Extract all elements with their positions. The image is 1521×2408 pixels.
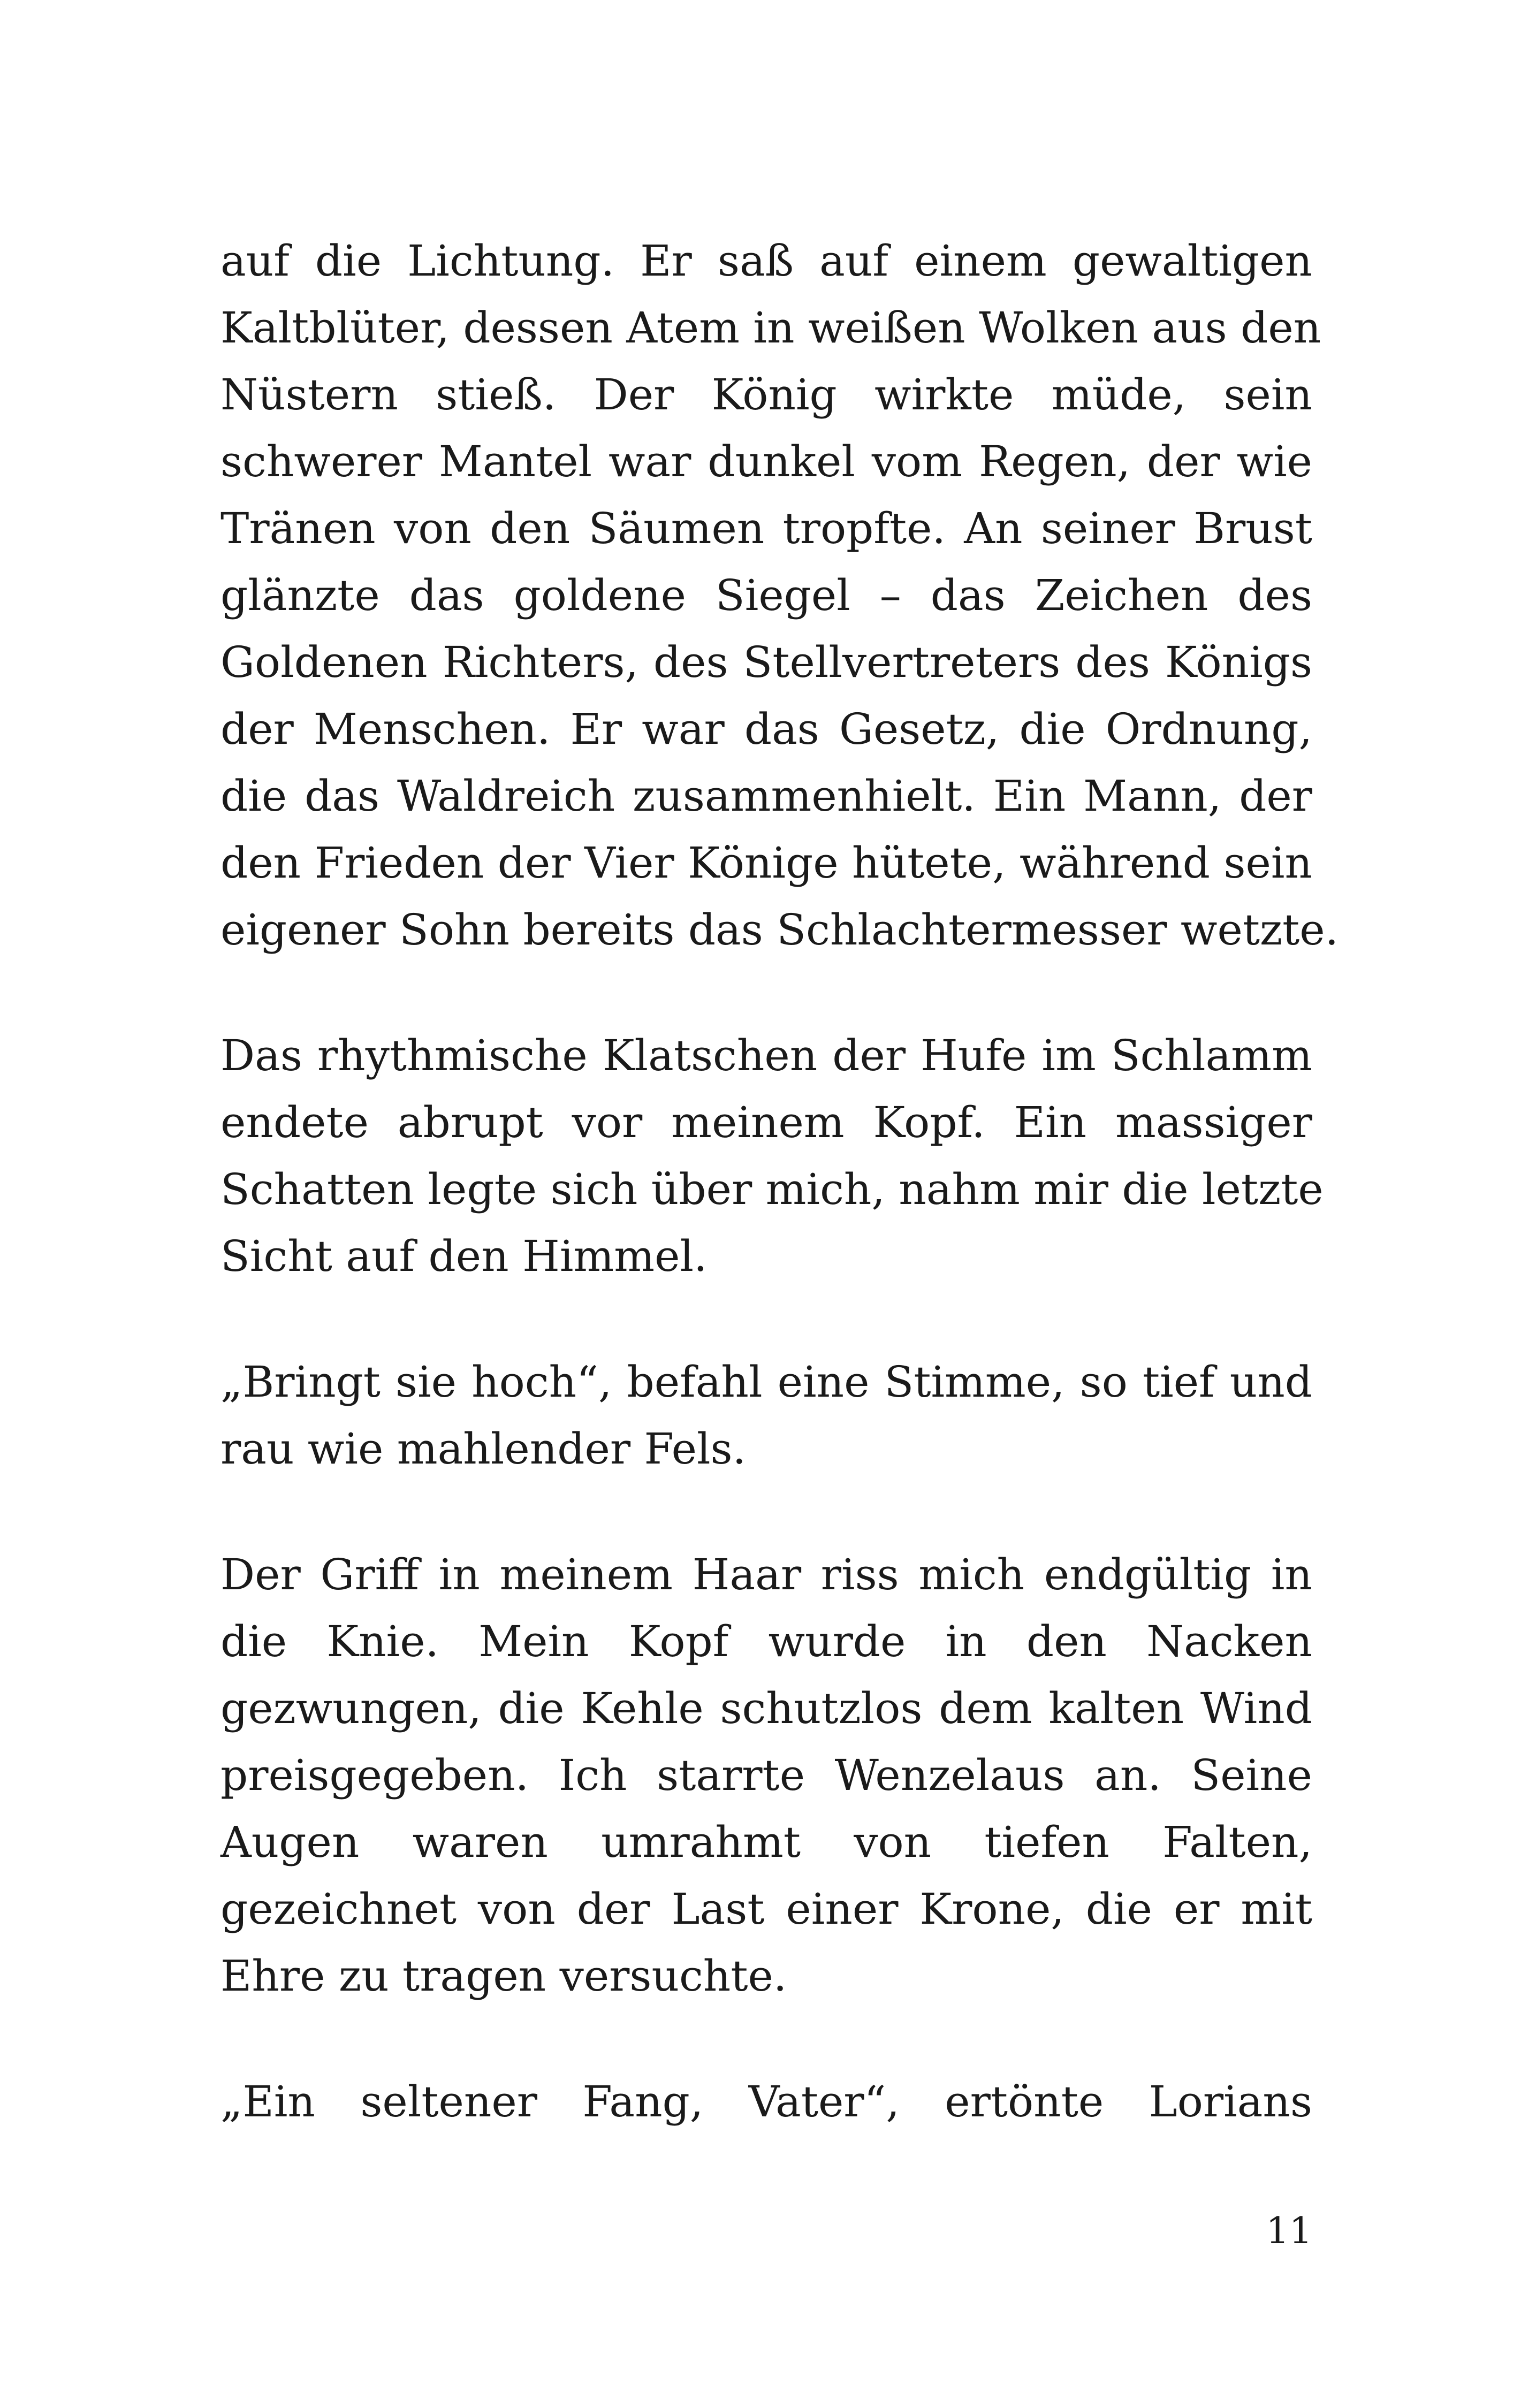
- text-line: Augen waren umrahmt von tiefen Falten,: [220, 1817, 1312, 1867]
- body-text: [220, 227, 1339, 2135]
- page-number: 11: [1266, 2210, 1312, 2252]
- paragraph-gap: [220, 1290, 1312, 1348]
- text-line: die Knie. Mein Kopf wurde in den Nacken: [220, 1617, 1312, 1666]
- text-line: glänzte das goldene Siegel – das Zeichen des: [220, 570, 1312, 620]
- paragraph-gap: [220, 1482, 1312, 1541]
- text-line: „Bringt sie hoch“, befahl eine Stimme, so tief und: [220, 1357, 1312, 1407]
- text-line: Tränen von den Säumen tropfte. An seiner Brust: [220, 504, 1312, 553]
- paragraph-gap: [220, 963, 1312, 1022]
- text-line: der Menschen. Er war das Gesetz, die Ordnung,: [220, 704, 1312, 754]
- paragraph-3: [220, 1348, 1312, 1482]
- text-line: rau wie mahlender Fels.: [220, 1424, 747, 1474]
- text-line: gezwungen, die Kehle schutzlos dem kalten Wind: [220, 1683, 1312, 1733]
- paragraph-2: [220, 1022, 1324, 1290]
- text-line: den Frieden der Vier Könige hütete, während sein: [220, 838, 1312, 888]
- text-line: Ehre zu tragen versuchte.: [220, 1951, 787, 2001]
- text-line: Der Griff in meinem Haar riss mich endgültig in: [220, 1550, 1312, 1599]
- paragraph-gap: [220, 2009, 1312, 2068]
- paragraph-4: [220, 1541, 1312, 2009]
- text-line: die das Waldreich zusammenhielt. Ein Mann, der: [220, 771, 1312, 821]
- text-line: schwerer Mantel war dunkel vom Regen, der wie: [220, 437, 1312, 486]
- text-line: preisgegeben. Ich starrte Wenzelaus an. Seine: [220, 1750, 1312, 1800]
- text-line: Das rhythmische Klatschen der Hufe im Schlamm: [220, 1031, 1312, 1080]
- text-line: Schatten legte sich über mich, nahm mir die letzte: [220, 1164, 1324, 1214]
- paragraph-1: [220, 227, 1339, 963]
- text-line: Kaltblüter, dessen Atem in weißen Wolken aus den: [220, 303, 1321, 353]
- text-line: endete abrupt vor meinem Kopf. Ein massiger: [220, 1098, 1312, 1147]
- text-line: Sicht auf den Himmel.: [220, 1231, 708, 1281]
- text-line: „Ein seltener Fang, Vater“, ertönte Lorians: [220, 2077, 1312, 2127]
- paragraph-5: [220, 2068, 1312, 2135]
- text-line: gezeichnet von der Last einer Krone, die er mit: [220, 1884, 1312, 1934]
- text-line: eigener Sohn bereits das Schlachtermesser wetzte.: [220, 905, 1339, 955]
- text-line: Nüstern stieß. Der König wirkte müde, sein: [220, 370, 1312, 420]
- text-line: auf die Lichtung. Er saß auf einem gewaltigen: [220, 236, 1312, 286]
- text-line: Goldenen Richters, des Stellvertreters des Königs: [220, 637, 1312, 687]
